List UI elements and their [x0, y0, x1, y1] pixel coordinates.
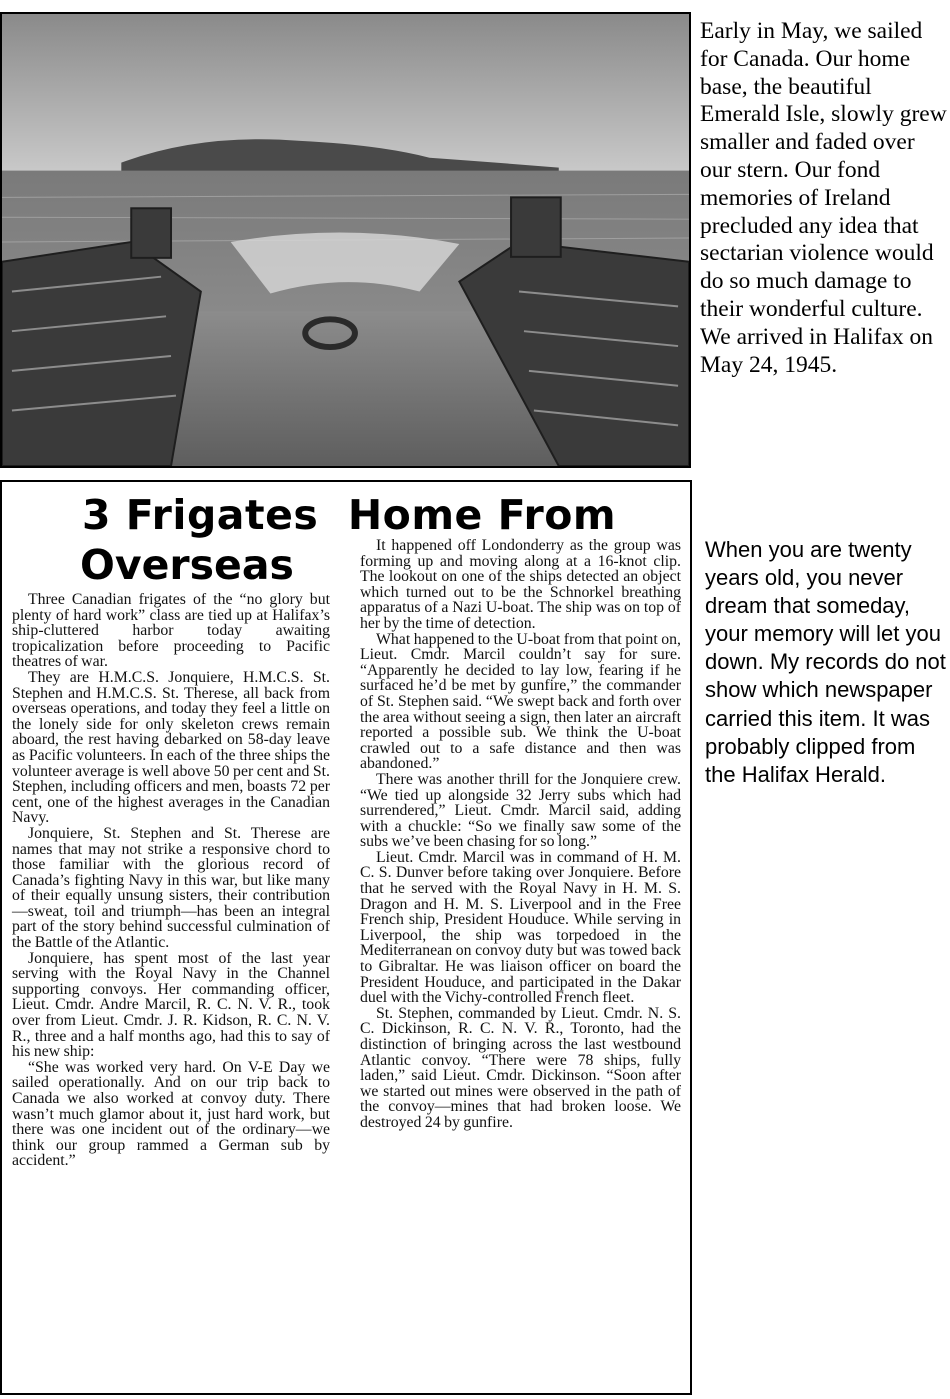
article-paragraph: What happened to the U-boat from that point on, Lieut. Cmdr. Marcil couldn’t say for sure. “Apparently he decided to lay low, fearing if he surfaced he’d be met by gunfire,” the commander of St. Stephen said. “We swept back and forth over the area without seeing a sign, then later an aircraft reported a possible sub. We think the U-boat crawled out to a safe distance and then was abandoned.”: [360, 630, 681, 773]
article-paragraph: St. Stephen, commanded by Lieut. Cmdr. N. S. C. Dickinson, R. C. N. V. R., Toronto, had the distinction of bringing across the last westbound Atlantic convoy. “There were 78 ships, fully laden,” said Lieut. Cmdr. Dickinson. “Soon after we started out mines were observed in the path of the convoy—mines that had broken loose. We destroyed 24 by gunfire.: [360, 1004, 681, 1131]
headline-line-2: Overseas: [80, 541, 294, 589]
article-paragraph: It happened off Londonderry as the group was forming up and moving along at a 16-knot clip. The lookout on one of the ships detected an object which turned out to be the Schnorkel breathing apparatus of a Nazi U-boat. The ship was on top of her by the time of detection.: [360, 537, 681, 632]
article-paragraph: Jonquiere, St. Stephen and St. Therese are names that may not strike a responsive chord to those familiar with the glorious record of Canada’s fighting Navy in this war, but like many of their equally unsung sisters, their contribution—sweat, toil and triumph—has been an integral part of the story behind successful culmination of the Battle of the Atlantic.: [12, 824, 330, 952]
headline-line-1: 3 Frigates Home From: [82, 491, 617, 539]
ship-stern-photo-icon: [2, 14, 689, 466]
article-paragraph: Three Canadian frigates of the “no glory but plenty of hard work” class are tied up at Halifax’s ship-cluttered harbor today awaiting tropicalization before proceeding to Pacific theatres of war.: [12, 591, 330, 671]
article-paragraph: “She was worked very hard. On V-E Day we sailed operationally. And on our trip back to Canada we also worked at convoy duty. There wasn’t much glamor about it, just hard work, but there was one incident out of the ordinary—we think our group rammed a German sub by accident.”: [12, 1058, 330, 1170]
newspaper-clipping: [0, 480, 692, 1395]
article-paragraph: They are H.M.C.S. Jonquiere, H.M.C.S. St. Stephen and H.M.C.S. St. Therese, all back from overseas operations, and today they feel a little on the lonely side for only skeleton crews remain aboard, the rest having debarked on 58-day leave as Pacific volunteers. In each of the three ships the volunteer average is well above 50 per cent and St. Stephen, including officers and men, boasts 72 per cent, one of the highest averages in the Canadian Navy.: [12, 668, 330, 827]
article-paragraph: There was another thrill for the Jonquiere crew. “We tied up alongside 32 Jerry subs which had surrendered,” Lieut. Cmdr. Marcil said, adding with a chuckle: “So we finally saw some of the subs we’ve been chasing for so long.”: [360, 770, 681, 851]
article-column-left: [12, 592, 330, 1169]
caption-top: Early in May, we sailed for Canada. Our home base, the beautiful Emerald Isle, slowly grew smaller and faded over our stern. Our fond memories of Ireland precluded any idea that sectarian violence would do so much damage to their wonderful culture. We arrived in Halifax on May 24, 1945.: [700, 18, 947, 378]
article-column-right: [360, 538, 681, 1131]
caption-middle: When you are twenty years old, you never dream that someday, your memory will let you down. My records do not show which newspaper carried this item. It was probably clipped from the Halifax Herald.: [705, 537, 946, 787]
article-paragraph: Jonquiere, has spent most of the last year serving with the Royal Navy in the Channel supporting convoys. Her commanding officer, Lieut. Cmdr. Andre Marcil, R. C. N. V. R., took over from Lieut. Cmdr. J. R. Kidson, R. C. N. V. R., three and a half months ago, had this to say of his new ship:: [12, 949, 330, 1061]
article-paragraph: Lieut. Cmdr. Marcil was in command of H. M. C. S. Dunver before taking over Jonquiere. Before that he served with the Royal Navy in H. M. S. Dragon and H. M. S. Liverpool and in the Free French ship, President Houduce. While serving in Liverpool, the ship was torpedoed in the Mediterranean on convoy duty but was towed back to Gibraltar. He was liaison officer on board the President Houduce, and participated in the Dakar duel with the Vichy-controlled French fleet.: [360, 848, 681, 1007]
ship-stern-photo: [0, 12, 691, 468]
